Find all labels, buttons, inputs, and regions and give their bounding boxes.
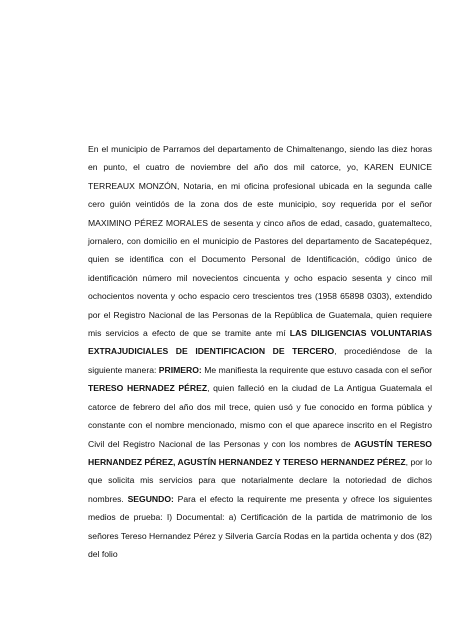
document-body-paragraph [88, 140, 432, 563]
names-list-bold: AGUSTÍN TERESO HERNANDEZ PÉREZ, AGUSTÍN HERNANDEZ Y TERESO HERNANDEZ PÉREZ [88, 438, 432, 467]
name-tereso-hernadez-perez: TERESO HERNADEZ PÉREZ [88, 383, 208, 394]
body-text-manifiesta: Me manifiesta la requirente que estuvo casada con el señor [201, 364, 432, 375]
clause-primero-label: PRIMERO: [158, 364, 202, 375]
body-text-procediendose: , procediéndose de la siguiente manera: [88, 346, 432, 375]
body-text-medios-prueba: Para el efecto la requirente me presenta y ofrece los siguientes medios de prueba: I) Documental: a) Certificación de la partida de matrimonio de los señores Tereso Hernandez Pérez y Silveria García Rodas en la partida ochenta y dos (82) del folio [88, 493, 432, 559]
clause-segundo-label: SEGUNDO: [127, 493, 174, 504]
body-text-solicita: , por lo que solicita mis servicios para que notarialmente declare la notoriedad de dichos nombres. [88, 456, 432, 504]
body-text-fallecio: , quien falleció en la ciudad de La Antigua Guatemala el catorce de febrero del año dos mil trece, quien usó y fue conocido en forma pública y constante con el nombre mencionado, mismo con el que aparece inscrito en el Registro Civil del Registro Nacional de las Personas y con los nombres de [88, 383, 432, 449]
body-text-diligencias-title: LAS DILIGENCIAS VOLUNTARIAS EXTRAJUDICIALES DE IDENTIFICACION DE TERCERO [88, 328, 432, 357]
body-text-intro: En el municipio de Parramos del departamento de Chimaltenango, siendo las diez horas en punto, el cuatro de noviembre del año dos mil catorce, yo, KAREN EUNICE TERREAUX MONZÓN, Notaria, en mi oficina profesional ubicada en la segunda calle cero guión veintidós de la zona dos de este municipio, soy requerida por el señor MAXIMINO PÉREZ MORALES de sesenta y cinco años de edad, casado, guatemalteco, jornalero, con domicilio en el municipio de Pastores del departamento de Sacatepéquez, quien se identifica con el Documento Personal de Identificación, código único de identificación número mil novecientos cincuenta y ocho espacio sesenta y cinco mil ochocientos noventa y ocho espacio cero trescientos tres (1958 65898 0303), extendido por el Registro Nacional de las Personas de la República de Guatemala, quien requiere mis servicios a efecto de que se tramite ante mí [88, 144, 432, 339]
